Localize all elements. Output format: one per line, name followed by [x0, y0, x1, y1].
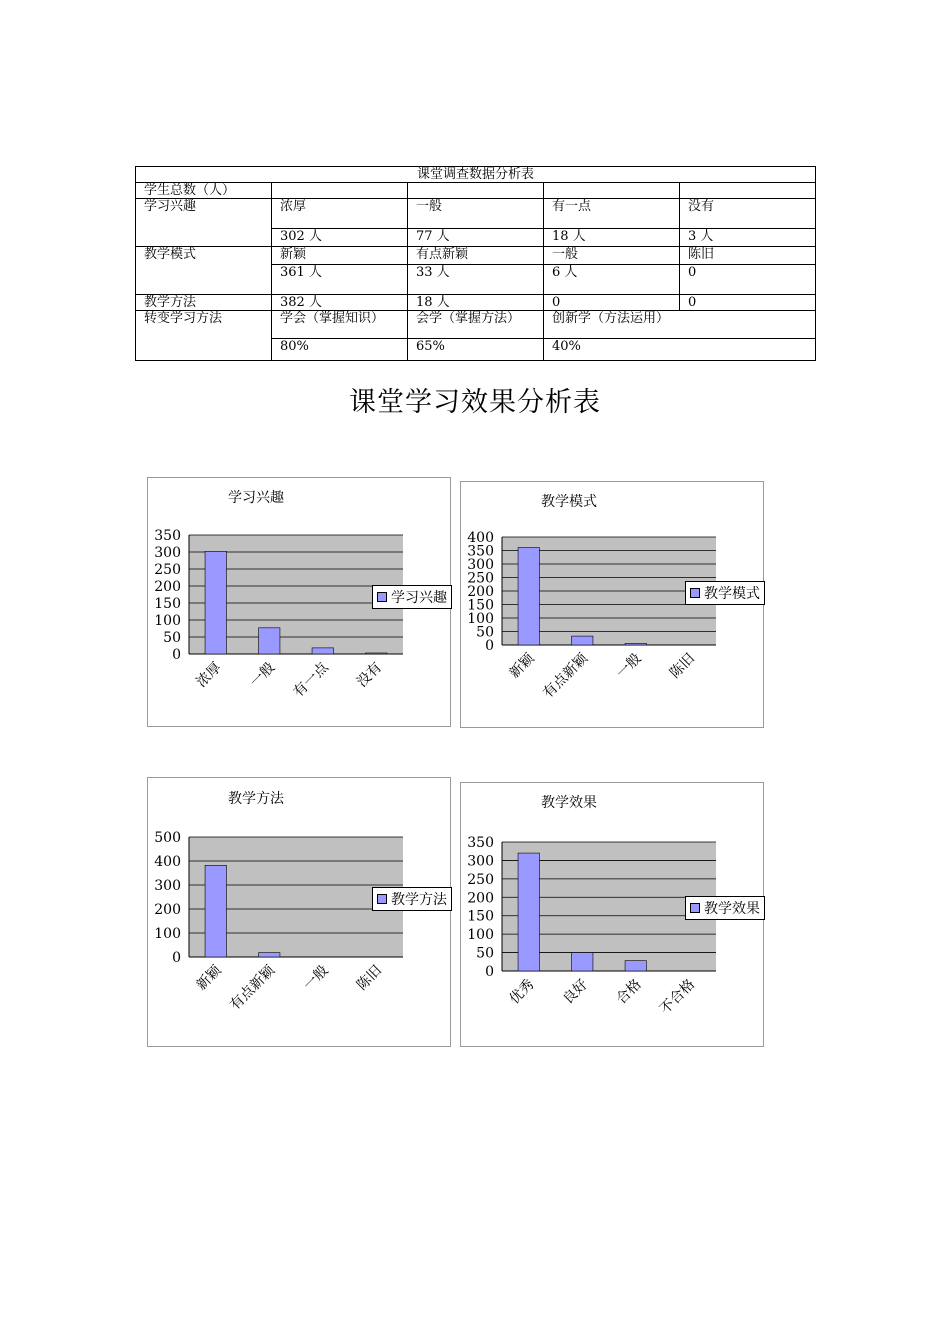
method-count: 382 人 — [272, 295, 408, 311]
interest-level: 一般 — [408, 199, 544, 229]
bar — [259, 628, 280, 654]
y-tick-label: 350 — [467, 543, 494, 560]
interest-count: 77 人 — [408, 229, 544, 247]
y-tick-label: 100 — [154, 613, 181, 629]
y-tick-label: 300 — [154, 878, 181, 894]
legend-swatch — [690, 588, 700, 598]
row-label-learning: 转变学习方法 — [136, 311, 272, 361]
chart-teaching-mode — [460, 481, 764, 728]
x-tick-label: 新颖 — [193, 962, 225, 994]
y-tick-label: 250 — [154, 562, 181, 578]
row-label-interest: 学习兴趣 — [136, 199, 272, 247]
row-label-mode: 教学模式 — [136, 247, 272, 295]
table-row-interest-levels — [136, 199, 816, 229]
x-tick-label: 陈旧 — [666, 650, 699, 682]
y-tick-label: 150 — [467, 597, 494, 614]
x-tick-label: 有点新颖 — [227, 962, 279, 1014]
y-tick-label: 500 — [154, 830, 181, 846]
interest-level: 有一点 — [544, 199, 680, 229]
chart-title: 教学模式 — [541, 494, 597, 510]
learning-percent: 80% — [272, 339, 408, 361]
legend-label: 教学方法 — [391, 892, 447, 908]
chart-legend — [685, 581, 765, 605]
legend-label: 学习兴趣 — [391, 590, 447, 606]
table-row-mode-levels — [136, 247, 816, 265]
chart-legend — [372, 585, 452, 609]
learning-level: 学会（掌握知识） — [272, 311, 408, 339]
table-row-learning-levels — [136, 311, 816, 339]
y-tick-label: 250 — [467, 871, 494, 888]
x-tick-label: 浓厚 — [193, 659, 225, 691]
interest-level: 没有 — [680, 199, 816, 229]
x-tick-label: 合格 — [613, 976, 645, 1008]
x-tick-label: 一般 — [246, 659, 279, 691]
mode-level: 有点新颖 — [408, 247, 544, 265]
bar — [518, 548, 539, 645]
chart-legend — [372, 887, 452, 911]
y-tick-label: 0 — [485, 964, 494, 980]
survey-data-table — [135, 166, 816, 361]
legend-swatch — [690, 903, 700, 913]
y-tick-label: 100 — [467, 611, 494, 627]
bar — [312, 648, 333, 654]
y-tick-label: 150 — [467, 908, 494, 925]
chart-title: 教学效果 — [541, 795, 597, 811]
x-tick-label: 新颖 — [506, 650, 538, 682]
legend-label: 教学模式 — [704, 586, 760, 602]
chart-teaching-method — [147, 777, 451, 1047]
y-tick-label: 400 — [154, 854, 181, 870]
learning-level: 创新学（方法运用） — [544, 311, 816, 339]
row-label-total: 学生总数（人） — [136, 183, 272, 199]
chart-learning-interest — [147, 477, 451, 727]
y-tick-label: 0 — [172, 647, 181, 663]
y-tick-label: 350 — [467, 835, 494, 851]
mode-count: 6 人 — [544, 265, 680, 295]
x-tick-label: 不合格 — [657, 976, 699, 1018]
x-tick-label: 有一点 — [290, 659, 332, 701]
x-tick-label: 良好 — [559, 976, 592, 1008]
x-tick-label: 没有 — [353, 659, 386, 691]
y-tick-label: 150 — [154, 596, 181, 612]
table-title-row — [136, 167, 816, 183]
mode-count: 0 — [680, 265, 816, 295]
y-tick-label: 300 — [467, 557, 494, 573]
y-tick-label: 200 — [154, 902, 181, 918]
chart-teaching-effect — [460, 782, 764, 1047]
y-tick-label: 50 — [163, 630, 181, 646]
y-tick-label: 300 — [467, 853, 494, 870]
mode-level: 一般 — [544, 247, 680, 265]
interest-count: 3 人 — [680, 229, 816, 247]
y-tick-label: 200 — [154, 579, 181, 595]
interest-count: 18 人 — [544, 229, 680, 247]
chart-title: 学习兴趣 — [228, 490, 284, 506]
legend-label: 教学效果 — [704, 901, 760, 917]
bar — [572, 636, 593, 645]
y-tick-label: 200 — [467, 890, 494, 907]
interest-level: 浓厚 — [272, 199, 408, 229]
bar — [572, 953, 593, 971]
learning-level: 会学（掌握方法） — [408, 311, 544, 339]
row-label-method: 教学方法 — [136, 295, 272, 311]
legend-swatch — [377, 592, 387, 602]
bar — [518, 853, 539, 971]
method-count: 0 — [680, 295, 816, 311]
bar — [366, 653, 387, 654]
y-tick-label: 350 — [154, 528, 181, 544]
mode-count: 33 人 — [408, 265, 544, 295]
chart-title: 教学方法 — [228, 791, 284, 807]
bar — [625, 643, 646, 645]
method-count: 18 人 — [408, 295, 544, 311]
bar-chart-svg — [148, 778, 450, 1046]
y-tick-label: 250 — [467, 570, 494, 587]
bar — [205, 551, 226, 654]
table-row-total — [136, 183, 816, 199]
learning-percent: 65% — [408, 339, 544, 361]
bar — [205, 865, 226, 957]
mode-level: 新颖 — [272, 247, 408, 265]
bar — [625, 961, 646, 971]
bar — [259, 953, 280, 957]
y-tick-label: 50 — [476, 624, 494, 641]
y-tick-label: 400 — [467, 530, 494, 546]
y-tick-label: 0 — [172, 950, 181, 966]
legend-swatch — [377, 894, 387, 904]
y-tick-label: 100 — [467, 927, 494, 944]
x-tick-label: 一般 — [300, 962, 332, 994]
x-tick-label: 一般 — [613, 650, 645, 682]
x-tick-label: 有点新颖 — [540, 650, 592, 702]
learning-percent: 40% — [544, 339, 816, 361]
mode-level: 陈旧 — [680, 247, 816, 265]
chart-legend — [685, 896, 765, 920]
y-tick-label: 0 — [485, 638, 494, 654]
mode-count: 361 人 — [272, 265, 408, 295]
interest-count: 302 人 — [272, 229, 408, 247]
x-tick-label: 陈旧 — [353, 962, 386, 994]
y-tick-label: 300 — [154, 545, 181, 561]
y-tick-label: 200 — [467, 584, 494, 600]
table-row-method — [136, 295, 816, 311]
y-tick-label: 100 — [154, 926, 181, 942]
method-count: 0 — [544, 295, 680, 311]
x-tick-label: 优秀 — [506, 976, 538, 1008]
y-tick-label: 50 — [476, 945, 494, 962]
table-title: 课堂调查数据分析表 — [136, 167, 816, 183]
page-title: 课堂学习效果分析表 — [349, 387, 601, 418]
